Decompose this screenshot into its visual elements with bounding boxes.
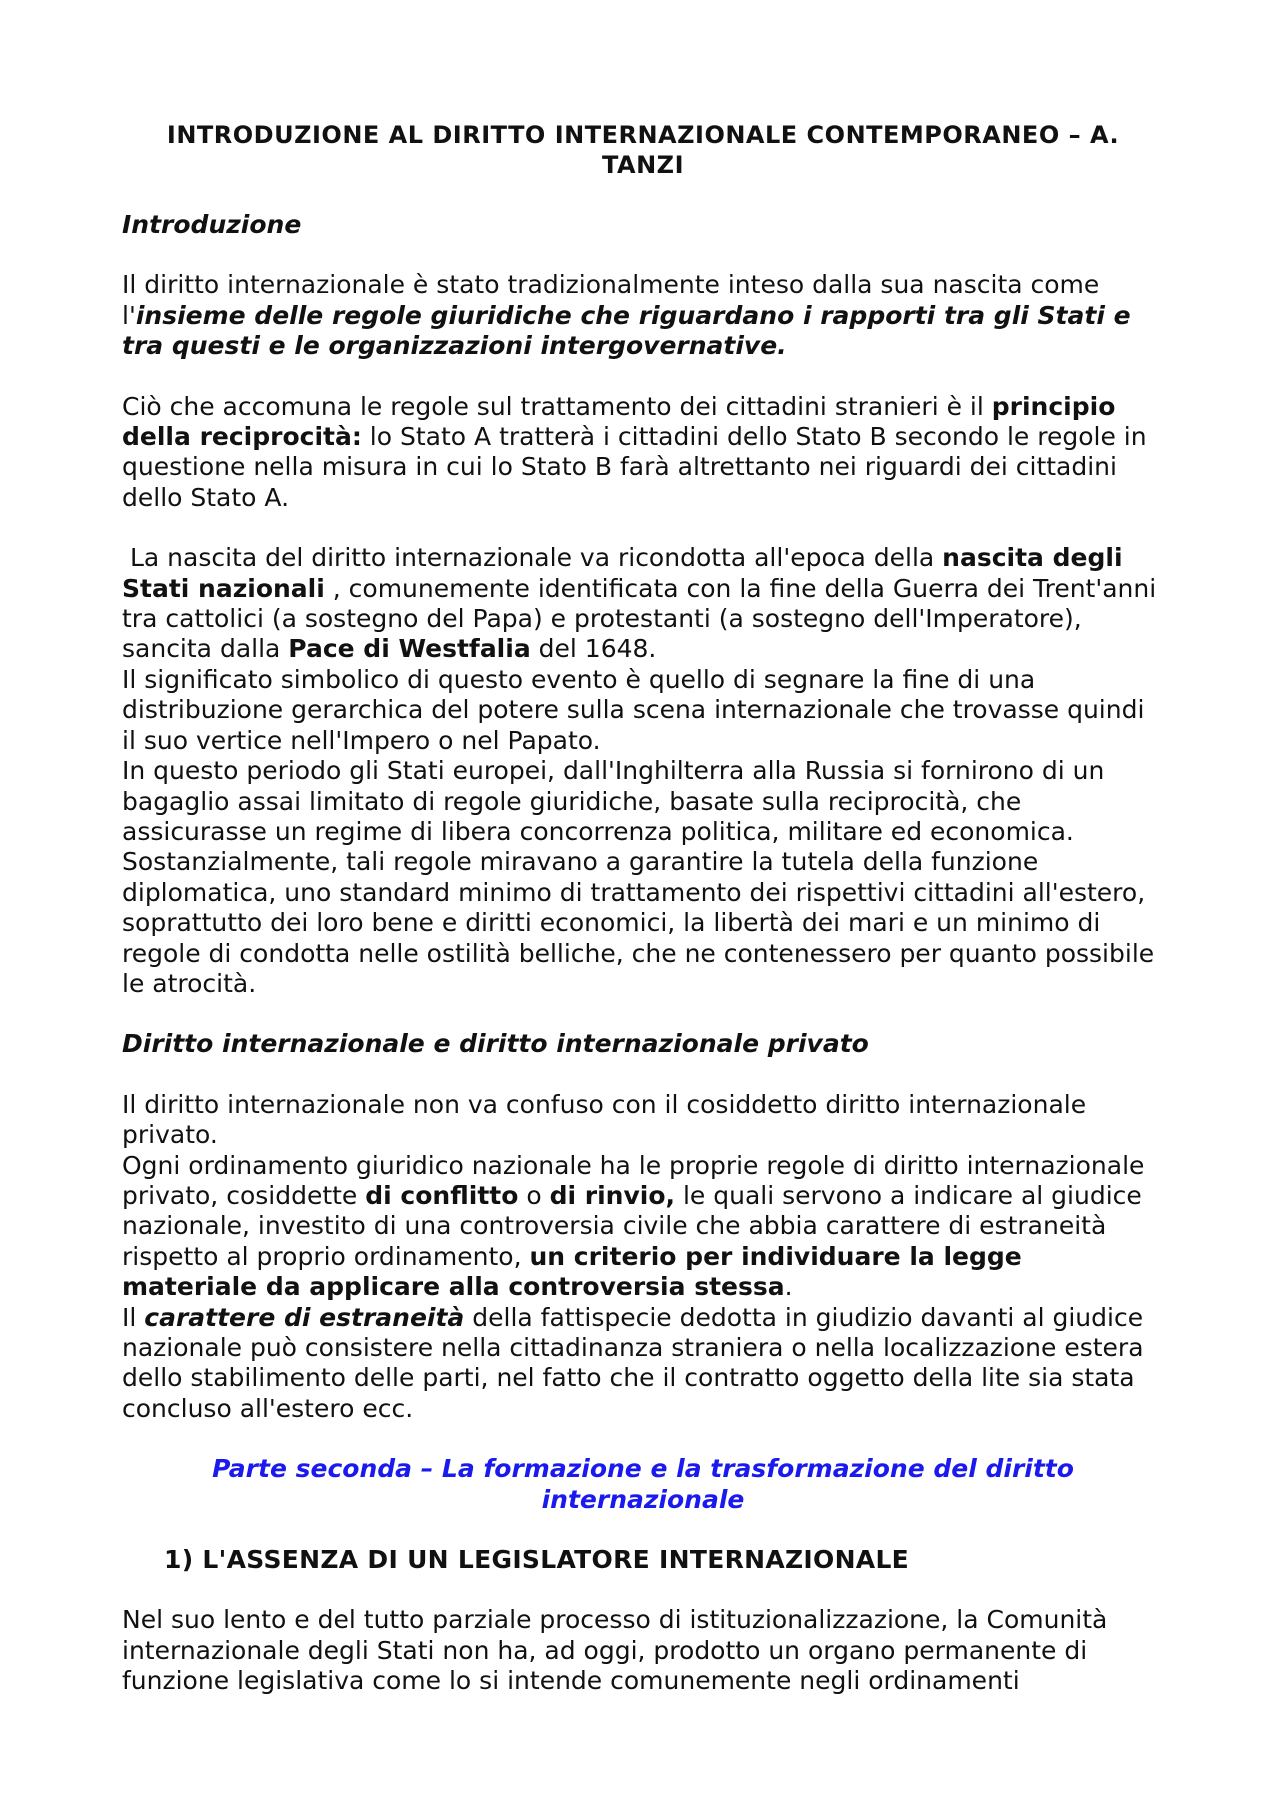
section-heading-diritto-privato: Diritto internazionale e diritto internazionale privato bbox=[122, 1029, 869, 1059]
intro-p2-lead: Ciò che accomuna le regole sul trattamento dei cittadini stranieri è il bbox=[122, 391, 992, 421]
private-p2-mid-2: le quali servono a indicare al giudice nazionale, investito di una controversia civile che abbia carattere di estraneità rispetto al proprio ordinamento, bbox=[122, 1180, 1142, 1271]
intro-paragraph-5: In questo periodo gli Stati europei, dall'Inghilterra alla Russia si fornirono di un bagaglio assai limitato di regole giuridiche, basate sulla reciprocità, che assicurasse un regime di libera concorrenza politica, militare ed economica. bbox=[122, 756, 1105, 846]
private-p2-lead: Ogni ordinamento giuridico nazionale ha le proprie regole di diritto internazionale privato, cosiddette bbox=[122, 1150, 1145, 1210]
intro-p1-text: Il diritto internazionale è stato tradizionalmente inteso dalla sua nascita come l' bbox=[122, 270, 1100, 330]
private-paragraph-3 bbox=[122, 1303, 1164, 1425]
private-p3-emphasis: carattere di estraneità bbox=[144, 1302, 465, 1332]
part-two-paragraph-1: Nel suo lento e del tutto parziale processo di istituzionalizzazione, la Comunità internazionale degli Stati non ha, ad oggi, prodotto un organo permanente di funzione legislativa come lo si intende comunemente negli ordinamenti bbox=[122, 1605, 1108, 1696]
intro-p3-mid: , comunemente identificata con la fine della Guerra dei Trent'anni tra cattolici (a sostegno del Papa) e protestanti (a sostegno dell'Imperatore), sancita dalla bbox=[122, 573, 1157, 664]
intro-paragraph-1 bbox=[122, 270, 1164, 361]
intro-p2-bold: principio della reciprocità: bbox=[122, 391, 1116, 452]
part-two-subheading: 1) L'ASSENZA DI UN LEGISLATORE INTERNAZIONALE bbox=[164, 1545, 910, 1575]
intro-paragraph-4: Il significato simbolico di questo evento è quello di segnare la fine di una distribuzione gerarchica del potere sulla scena internazionale che trovasse quindi il suo vertice nell'Impero o nel Papato. bbox=[122, 664, 1145, 755]
intro-paragraph-2 bbox=[122, 392, 1164, 514]
private-paragraph-1: Il diritto internazionale non va confuso con il cosiddetto diritto internazionale privato. bbox=[122, 1089, 1087, 1150]
document-title: INTRODUZIONE AL DIRITTO INTERNAZIONALE CONTEMPORANEO – A. TANZI bbox=[166, 121, 1120, 179]
private-p3-lead: Il bbox=[122, 1302, 145, 1332]
intro-paragraph-3 bbox=[122, 543, 1164, 665]
private-p3-rest: della fattispecie dedotta in giudizio davanti al giudice nazionale può consistere nella cittadinanza straniera o nella localizzazione estera dello stabilimento delle parti, nel fatto che il contratto oggetto della lite sia stata concluso all'estero ecc. bbox=[122, 1302, 1144, 1423]
intro-paragraph-6: Sostanzialmente, tali regole miravano a garantire la tutela della funzione diplomatica, uno standard minimo di trattamento dei rispettivi cittadini all'estero, soprattutto dei loro bene e diritti economici, la libertà dei mari e un minimo di regole di condotta nelle ostilità belliche, che ne contenessero per quanto possibile le atrocità. bbox=[122, 847, 1155, 998]
intro-p3-bold-2: Pace di Westfalia bbox=[288, 634, 531, 664]
private-paragraph-2 bbox=[122, 1151, 1164, 1303]
intro-p2-rest: lo Stato A tratterà i cittadini dello Stato B secondo le regole in questione nella misura in cui lo Stato B farà altrettanto nei riguardi dei cittadini dello Stato A. bbox=[122, 422, 1147, 512]
part-two-heading: Parte seconda – La formazione e la trasformazione del diritto internazionale bbox=[212, 1454, 1074, 1514]
private-p2-mid-1: o bbox=[518, 1180, 550, 1210]
private-p2-bold-2: di rinvio, bbox=[549, 1180, 676, 1210]
intro-p3-lead: La nascita del diritto internazionale va ricondotta all'epoca della bbox=[122, 543, 943, 573]
document-page bbox=[122, 120, 1164, 1727]
private-p2-tail: . bbox=[784, 1272, 793, 1302]
private-p2-bold-1: di conflitto bbox=[365, 1180, 519, 1210]
intro-p3-tail: del 1648. bbox=[530, 634, 657, 664]
intro-p1-emphasis: insieme delle regole giuridiche che riguardano i rapporti tra gli Stati e tra questi e le organizzazioni intergovernative. bbox=[122, 300, 1131, 361]
private-p2-bold-3: un criterio per individuare la legge materiale da applicare alla controversia stessa bbox=[122, 1241, 1022, 1302]
intro-p3-bold-1: nascita degli Stati nazionali bbox=[122, 543, 1123, 603]
section-heading-introduzione: Introduzione bbox=[122, 210, 302, 239]
